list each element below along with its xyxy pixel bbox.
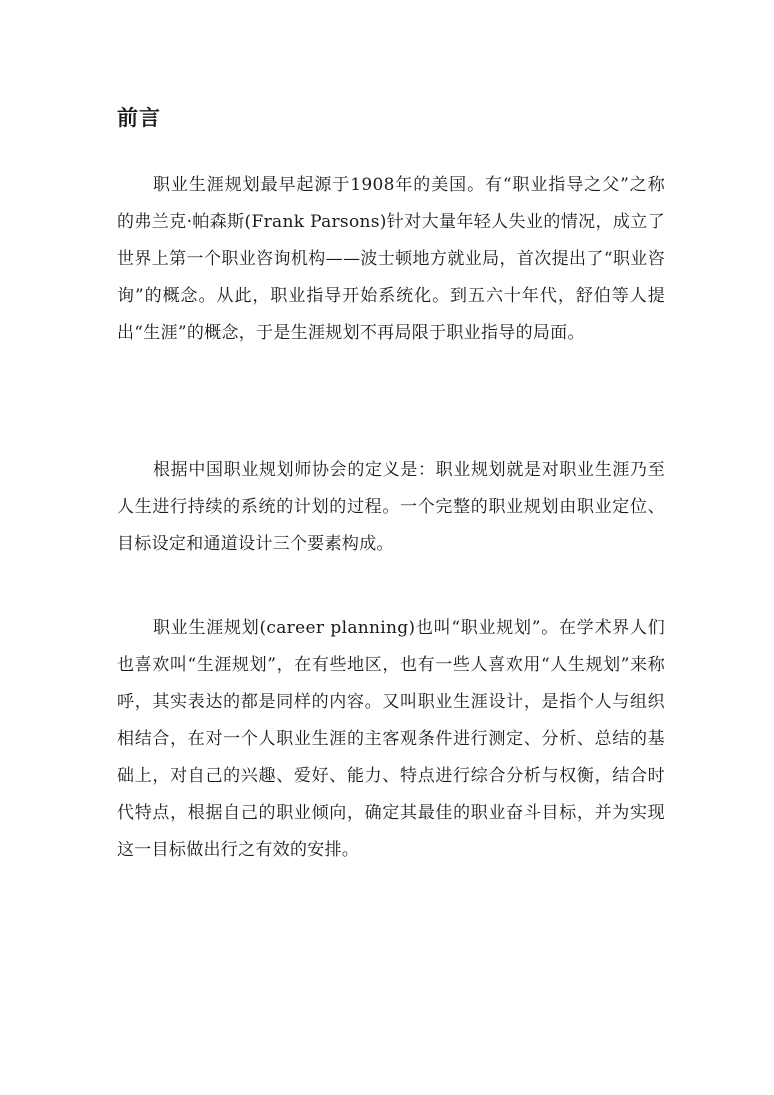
paragraph-career-planning: 职业生涯规划(career planning)也叫“职业规划”。在学术界人们也喜欢叫“生涯规划”，在有些地区，也有一些人喜欢用“人生规划”来称呼，其实表达的都是同样的内容。又叫职业生涯设计，是指个人与组织相结合，在对一个人职业生涯的主客观条件进行测定、分析、总结的基础上，对自己的兴趣、爱好、能力、特点进行综合分析与权衡，结合时代特点，根据自己的职业倾向，确定其最佳的职业奋斗目标，并为实现这一目标做出行之有效的安排。 (117, 618, 665, 860)
paragraph-definition: 根据中国职业规划师协会的定义是：职业规划就是对职业生涯乃至人生进行持续的系统的计划的过程。一个完整的职业规划由职业定位、目标设定和通道设计三个要素构成。 (117, 460, 665, 554)
document-title: 前言 (117, 106, 161, 130)
paragraph-origin: 职业生涯规划最早起源于1908年的美国。有“职业指导之父”之称的弗兰克·帕森斯(Frank Parsons)针对大量年轻人失业的情况，成立了世界上第一个职业咨询机构——波士顿地方就业局，首次提出了“职业咨询”的概念。从此，职业指导开始系统化。到五六十年代，舒伯等人提出“生涯”的概念，于是生涯规划不再局限于职业指导的局面。 (117, 175, 665, 343)
